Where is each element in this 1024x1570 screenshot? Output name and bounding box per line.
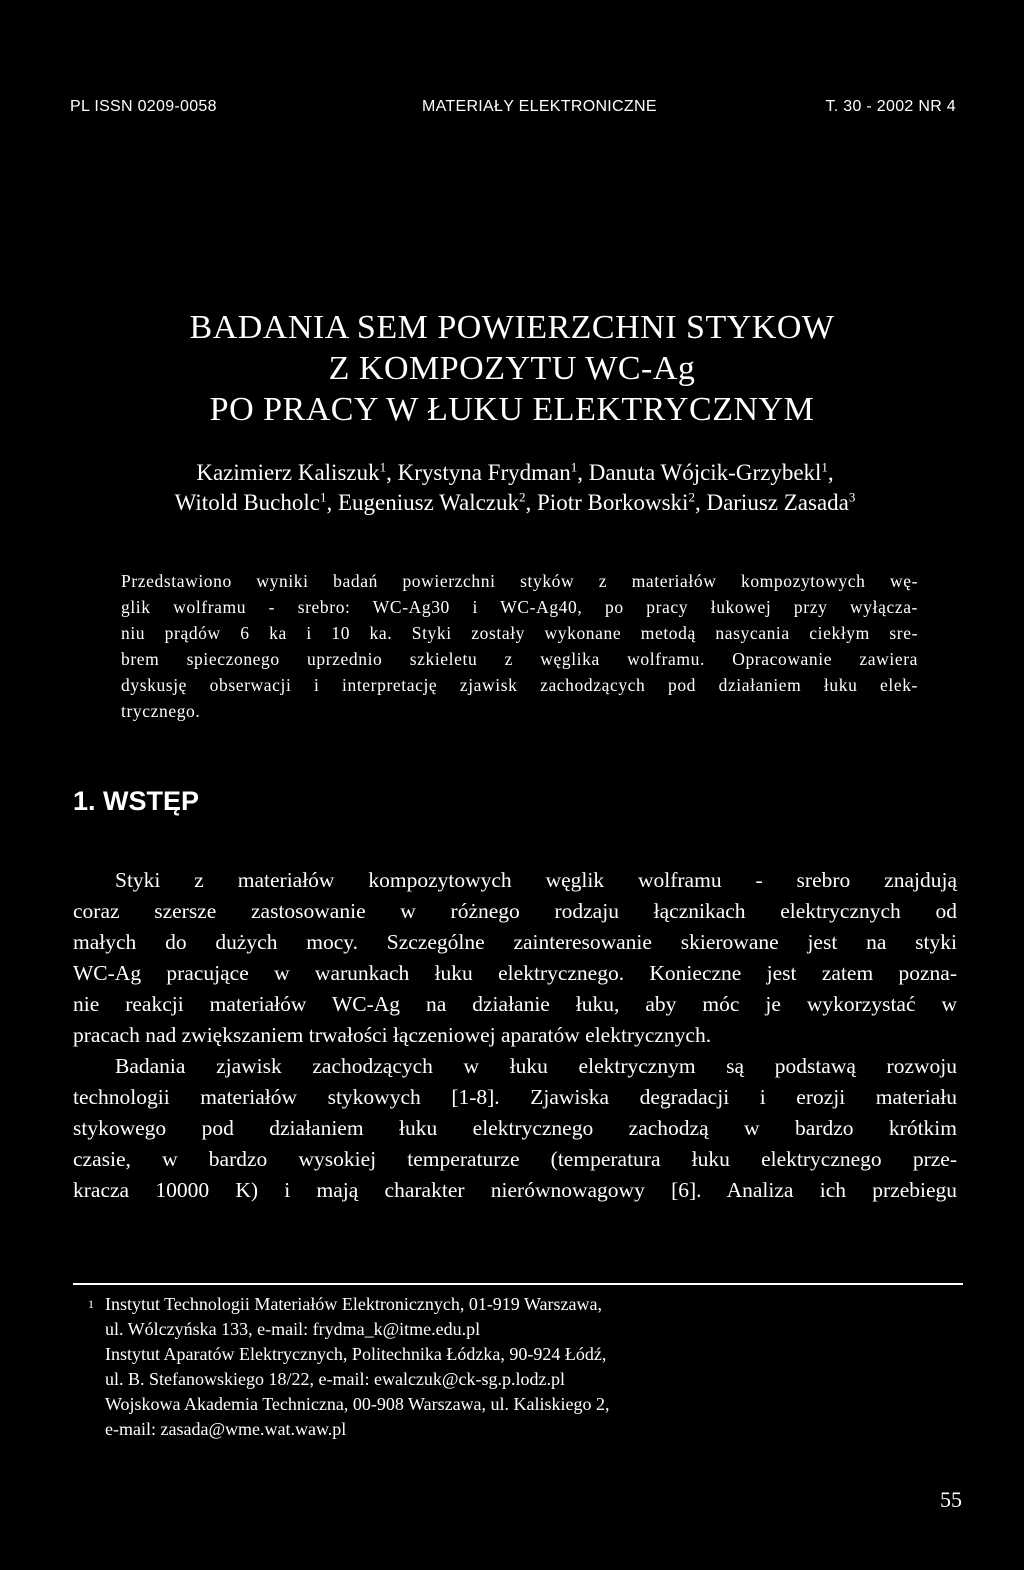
body-line: małych do dużych mocy. Szczególne zainteresowanie skierowane jest na styki [73,930,957,954]
abstract-line: trycznego. [121,701,201,721]
header-journal-title: MATERIAŁY ELEKTRONICZNE [422,98,657,115]
author-name: Danuta Wójcik-Grzybekl [588,460,822,485]
body-line: Styki z materiałów kompozytowych węglik wolframu - srebro znajdują [115,868,957,892]
footnote-divider [73,1283,963,1285]
author-name: Piotr Borkowski [537,490,689,515]
section-heading: 1. WSTĘP [73,786,200,816]
body-line: Badania zjawisk zachodzących w łuku elektrycznym są podstawą rozwoju [115,1054,957,1078]
body-line: kracza 10000 K) i mają charakter nierównowagowy [6]. Analiza ich przebiegu [73,1178,957,1202]
author-row-1: Kazimierz Kaliszuk$^1$, Krystyna Frydman$^1$, Danuta Wójcik-Grzybekl$^1$, [196,459,834,485]
author-list [90,458,940,518]
abstract-line: glik wolframu - srebro: WC-Ag30 i WC-Ag40, po pracy łukowej przy wyłącza- [121,597,918,617]
footnote-line: e-mail: zasada@wme.wat.waw.pl [105,1419,347,1439]
affiliation-mark: 1 [570,459,578,475]
body-line: pracach nad zwiększaniem trwałości łączeniowej aparatów elektrycznych. [73,1023,712,1047]
affiliation-mark: 1 [821,459,828,475]
author-name: Dariusz Zasada [706,490,849,515]
body-line: coraz szersze zastosowanie w różnego rodzaju łącznikach elektrycznych od [73,899,957,923]
abstract [121,568,918,724]
affiliation-mark: 1 [379,459,387,475]
body-line: czasie, w bardzo wysokiej temperaturze (temperatura łuku elektrycznego prze- [73,1147,957,1171]
footnote [88,1292,808,1442]
footnote-line: ul. B. Stefanowskiego 18/22, e-mail: ewalczuk@ck-sg.p.lodz.pl [105,1369,565,1389]
abstract-line: brem spieczonego uprzednio szkieletu z węglika wolframu. Opracowanie zawiera [121,649,918,669]
header-volume: T. 30 - 2002 NR 4 [825,98,956,115]
author-name: Krystyna Frydman [397,460,571,485]
body-line: technologii materiałów stykowych [1-8]. Zjawiska degradacji i erozji materiału [73,1085,957,1109]
abstract-line: Przedstawiono wyniki badań powierzchni styków z materiałów kompozytowych wę- [121,571,918,591]
footnote-line: Instytut Technologii Materiałów Elektronicznych, 01-919 Warszawa, [105,1294,602,1314]
abstract-line: niu prądów 6 ka i 10 ka. Styki zostały wykonane metodą nasycania ciekłym sre- [121,623,918,643]
affiliation-mark: 1 [319,489,327,505]
affiliation-mark: 3 [848,489,856,505]
header-issn: PL ISSN 0209-0058 [70,98,217,115]
affiliation-mark: 2 [688,489,695,505]
paper-title-line-2: Z KOMPOZYTU WC-Ag [328,350,696,387]
paper-title-line-3: PO PRACY W ŁUKU ELEKTRYCZNYM [209,391,815,428]
footnote-line: ul. Wólczyńska 133, e-mail: frydma_k@itme.edu.pl [105,1319,481,1339]
author-row-2: Witold Bucholc$^1$, Eugeniusz Walczuk$^2$, Piotr Borkowski$^2$, Dariusz Zasada$^3$ [174,489,856,515]
body-line: stykowego pod działaniem łuku elektrycznego zachodzą w bardzo krótkim [73,1116,957,1140]
body-line: WC-Ag pracujące w warunkach łuku elektrycznego. Konieczne jest zatem pozna- [73,961,957,985]
affiliation-mark: 2 [519,489,526,505]
body-text [73,865,957,1206]
author-name: Kazimierz Kaliszuk [196,460,380,485]
author-name: Eugeniusz Walczuk [337,490,520,515]
body-line: nie reakcji materiałów WC-Ag na działanie łuku, aby móc je wykorzystać w [73,992,957,1016]
footnote-line: Instytut Aparatów Elektrycznych, Politechnika Łódzka, 90-924 Łódź, [105,1344,607,1364]
paper-title-line-1: BADANIA SEM POWIERZCHNI STYKOW [189,309,835,346]
footnote-mark: 1 [88,1297,94,1311]
abstract-line: dyskusję obserwacji i interpretację zjawisk zachodzących pod działaniem łuku elek- [121,675,918,695]
page-number: 55 [940,1487,962,1512]
author-name: Witold Bucholc [174,490,320,515]
footnote-line: Wojskowa Akademia Techniczna, 00-908 Warszawa, ul. Kaliskiego 2, [105,1394,610,1414]
